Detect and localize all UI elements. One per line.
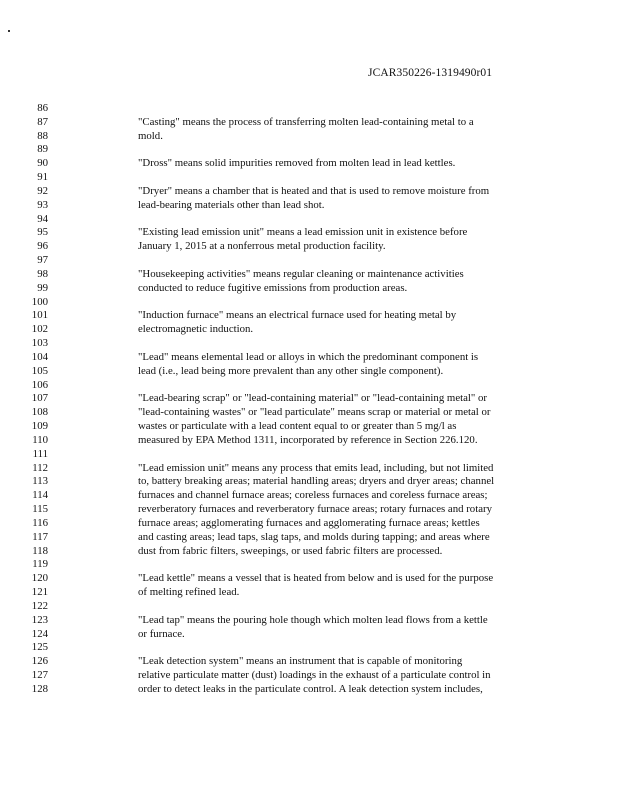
- line-text: "Induction furnace" means an electrical furnace used for heating metal by: [138, 309, 457, 322]
- document-line: [0, 308, 618, 322]
- line-text: electromagnetic induction.: [138, 323, 254, 336]
- line-number: 87: [37, 115, 48, 128]
- line-number: 102: [31, 323, 48, 336]
- line-text: "Housekeeping activities" means regular cleaning or maintenance activities: [138, 267, 464, 280]
- document-line: [0, 239, 618, 253]
- line-number: 104: [31, 350, 48, 363]
- line-number: 108: [31, 406, 48, 419]
- line-number: 115: [32, 503, 48, 516]
- line-number: 122: [31, 599, 48, 612]
- line-number: 88: [37, 129, 48, 142]
- document-line: [0, 170, 618, 184]
- line-text: lead (i.e., lead being more prevalent than any other single component).: [138, 364, 444, 377]
- line-number: 93: [37, 198, 48, 211]
- line-text: to, battery breaking areas; material handling areas; dryers and dryer areas; channel: [138, 475, 495, 488]
- document-line: [0, 350, 618, 364]
- line-number: 91: [37, 171, 48, 184]
- stray-mark: [8, 30, 10, 32]
- line-text: "Dryer" means a chamber that is heated and that is used to remove moisture from: [138, 184, 490, 197]
- line-text: "lead-containing wastes" or "lead particulate" means scrap or material or metal or: [138, 406, 491, 419]
- line-number: 125: [31, 641, 48, 654]
- line-number: 97: [37, 254, 48, 267]
- line-number: 117: [32, 530, 48, 543]
- line-text: "Lead emission unit" means any process that emits lead, including, but not limited: [138, 461, 494, 474]
- document-line: [0, 544, 618, 558]
- line-number: 114: [32, 489, 48, 502]
- line-number: 113: [32, 475, 48, 488]
- line-text: reverberatory furnaces and reverberatory furnace areas; rotary furnaces and rotary: [138, 503, 492, 516]
- document-line: [0, 336, 618, 350]
- line-text: January 1, 2015 at a nonferrous metal production facility.: [138, 240, 386, 253]
- document-line: [0, 640, 618, 654]
- line-text: relative particulate matter (dust) loadings in the exhaust of a particulate control in: [138, 669, 491, 682]
- line-text: "Lead" means elemental lead or alloys in which the predominant component is: [138, 350, 479, 363]
- document-line: [0, 295, 618, 309]
- document-line: [0, 461, 618, 475]
- document-line: [0, 516, 618, 530]
- line-number: 120: [31, 572, 48, 585]
- line-number: 90: [37, 157, 48, 170]
- document-line: [0, 627, 618, 641]
- line-number: 99: [37, 281, 48, 294]
- line-number: 118: [32, 544, 48, 557]
- line-text: lead-bearing materials other than lead shot.: [138, 198, 325, 211]
- document-line: [0, 682, 618, 696]
- document-line: [0, 156, 618, 170]
- document-line: [0, 488, 618, 502]
- document-line: [0, 419, 618, 433]
- document-line: [0, 557, 618, 571]
- line-text: furnace areas; agglomerating furnaces and agglomerating furnace areas; kettles: [138, 516, 480, 529]
- line-text: order to detect leaks in the particulate control. A leak detection system includes,: [138, 682, 483, 695]
- line-number: 126: [31, 655, 48, 668]
- line-number: 110: [32, 433, 48, 446]
- document-line: [0, 654, 618, 668]
- document-id: JCAR350226-1319490r01: [368, 67, 493, 79]
- line-number: 101: [31, 309, 48, 322]
- line-number: 121: [31, 586, 48, 599]
- document-line: [0, 184, 618, 198]
- document-line: [0, 571, 618, 585]
- document-line: [0, 391, 618, 405]
- document-line: [0, 599, 618, 613]
- document-line: [0, 129, 618, 143]
- line-number: 103: [31, 337, 48, 350]
- document-line: [0, 142, 618, 156]
- line-number: 107: [31, 392, 48, 405]
- document-line: [0, 281, 618, 295]
- line-text: wastes or particulate with a lead content equal to or greater than 5 mg/l as: [138, 420, 457, 433]
- document-line: [0, 405, 618, 419]
- document-line: [0, 364, 618, 378]
- line-text: "Lead tap" means the pouring hole though which molten lead flows from a kettle: [138, 613, 488, 626]
- document-line: [0, 613, 618, 627]
- line-number: 128: [31, 682, 48, 695]
- line-text: "Lead kettle" means a vessel that is heated from below and is used for the purpose: [138, 572, 494, 585]
- line-number: 94: [37, 212, 48, 225]
- line-text: of melting refined lead.: [138, 586, 240, 599]
- line-number: 96: [37, 240, 48, 253]
- line-number: 123: [31, 613, 48, 626]
- line-text: conducted to reduce fugitive emissions from production areas.: [138, 281, 408, 294]
- line-number: 105: [31, 364, 48, 377]
- line-number: 111: [32, 447, 48, 460]
- document-line: [0, 668, 618, 682]
- line-text: mold.: [138, 129, 163, 142]
- line-text: furnaces and channel furnace areas; coreless furnaces and coreless furnace areas;: [138, 489, 488, 502]
- document-line: [0, 212, 618, 226]
- line-text: "Lead-bearing scrap" or "lead-containing material" or "lead-containing metal" or: [138, 392, 488, 405]
- document-line: [0, 198, 618, 212]
- line-number: 127: [31, 669, 48, 682]
- line-number: 109: [31, 420, 48, 433]
- line-text: "Leak detection system" means an instrument that is capable of monitoring: [138, 655, 463, 668]
- document-line: [0, 101, 618, 115]
- line-text: or furnace.: [138, 627, 185, 640]
- line-number: 95: [37, 226, 48, 239]
- line-text: "Existing lead emission unit" means a lead emission unit in existence before: [138, 226, 468, 239]
- line-number: 119: [32, 558, 48, 571]
- document-line: [0, 530, 618, 544]
- line-number: 100: [31, 295, 48, 308]
- line-text: "Casting" means the process of transferring molten lead-containing metal to a: [138, 115, 474, 128]
- line-number: 116: [32, 516, 48, 529]
- document-line: [0, 447, 618, 461]
- document-line: [0, 267, 618, 281]
- line-number: 124: [31, 627, 48, 640]
- line-text: measured by EPA Method 1311, incorporated by reference in Section 226.120.: [138, 433, 478, 446]
- document-line: [0, 115, 618, 129]
- line-number: 106: [31, 378, 48, 391]
- line-number: 86: [37, 102, 48, 114]
- line-text: and casting areas; lead taps, slag taps, and molds during tapping; and areas where: [138, 530, 490, 543]
- document-line: [0, 433, 618, 447]
- document-line: [0, 502, 618, 516]
- document-line: [0, 474, 618, 488]
- document-line: [0, 585, 618, 599]
- document-line: [0, 322, 618, 336]
- line-text: dust from fabric filters, sweepings, or used fabric filters are processed.: [138, 544, 443, 557]
- document-line: [0, 378, 618, 392]
- line-number: 92: [37, 184, 48, 197]
- line-number: 112: [32, 461, 48, 474]
- line-number: 89: [37, 143, 48, 156]
- document-line: [0, 225, 618, 239]
- document-line: [0, 253, 618, 267]
- line-number: 98: [37, 267, 48, 280]
- line-text: "Dross" means solid impurities removed from molten lead in lead kettles.: [138, 157, 456, 170]
